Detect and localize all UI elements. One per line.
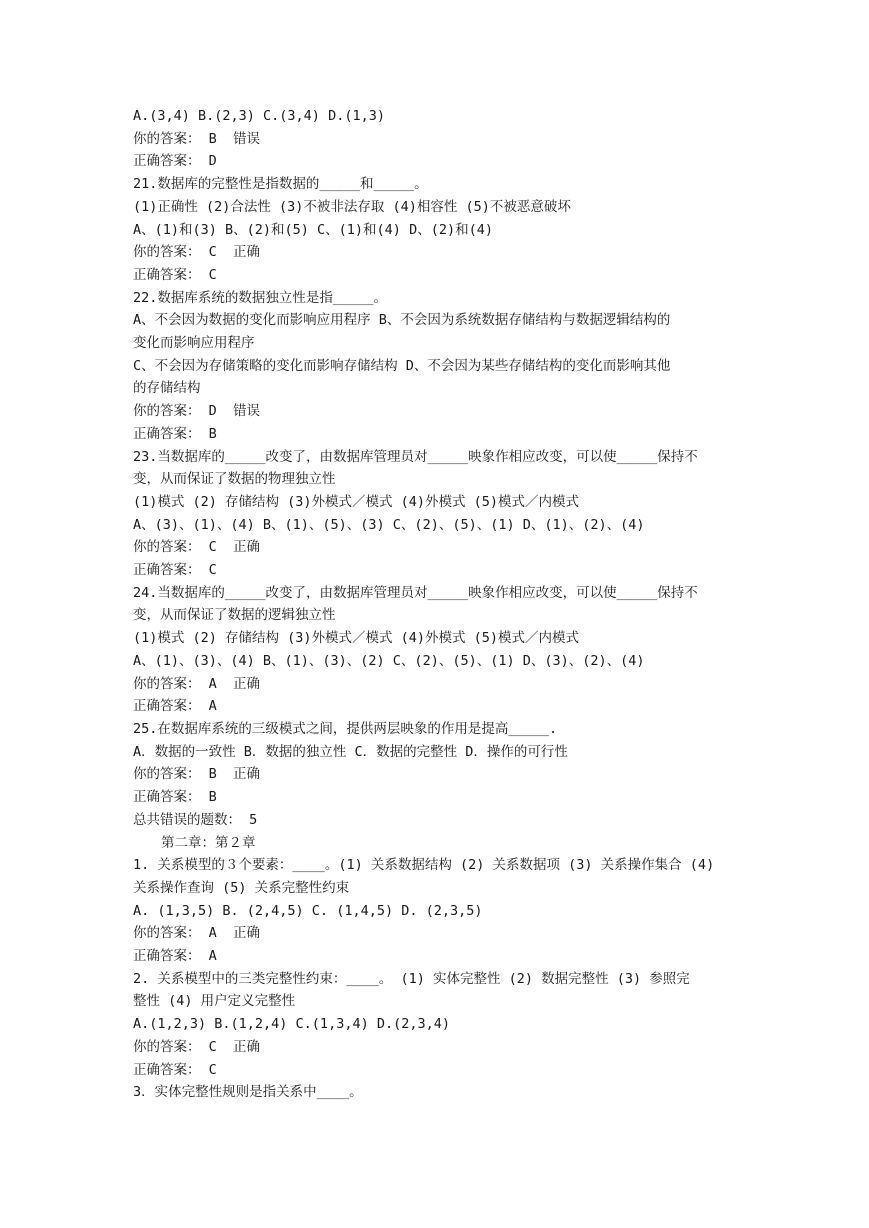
text-line: 正确答案： C [133, 1061, 217, 1078]
text-line: 的存储结构 [133, 380, 201, 397]
text-line: A、(1)和(3) B、(2)和(5) C、(1)和(4) D、(2)和(4) [133, 221, 493, 238]
text-line: 正确答案： C [133, 562, 217, 579]
text-line: 正确答案： B [133, 425, 217, 442]
text-line: A、(3)、(1)、(4) B、(1)、(5)、(3) C、(2)、(5)、(1) D、(1)、(2)、(4) [133, 516, 645, 533]
text-line: 你的答案： C 正确 [133, 1038, 261, 1055]
question-1: 1. 关系模型的３个要素：____。(1) 关系数据结构 (2) 关系数据项 (3) 关系操作集合 (4) [133, 857, 715, 874]
question-24: 24.当数据库的_____改变了，由数据库管理员对_____映象作相应改变，可以使_____保持不 [133, 584, 698, 601]
error-count: 总共错误的题数： 5 [133, 811, 258, 828]
question-3: 3．实体完整性规则是指关系中____。 [133, 1084, 363, 1101]
chapter-heading: 第二章：第２章 [161, 834, 256, 851]
text-line: 你的答案： B 错误 [133, 130, 261, 147]
text-line: 你的答案： C 正确 [133, 244, 261, 261]
text-line: C、不会因为存储策略的变化而影响存储结构 D、不会因为某些存储结构的变化而影响其他 [133, 357, 671, 374]
text-line: 关系操作查询 (5) 关系完整性约束 [133, 879, 350, 896]
text-line: (1)正确性 (2)合法性 (3)不被非法存取 (4)相容性 (5)不被恶意破坏 [133, 198, 571, 215]
text-line: 你的答案： A 正确 [133, 925, 261, 942]
text-line: 变化而影响应用程序 [133, 335, 255, 352]
text-line: 正确答案： B [133, 789, 217, 806]
text-line: A、不会因为数据的变化而影响应用程序 B、不会因为系统数据存储结构与数据逻辑结构的 [133, 312, 671, 329]
text-line: 你的答案： C 正确 [133, 539, 261, 556]
text-line: 你的答案： B 正确 [133, 766, 261, 783]
text-line: (1)模式 (2) 存储结构 (3)外模式／模式 (4)外模式 (5)模式／内模式 [133, 493, 580, 510]
text-line: 正确答案： C [133, 266, 217, 283]
question-2: 2. 关系模型中的三类完整性约束：____。 (1) 实体完整性 (2) 数据完整性 (3) 参照完 [133, 970, 690, 987]
text-line: 整性 (4) 用户定义完整性 [133, 993, 296, 1010]
text-line: 你的答案： A 正确 [133, 675, 261, 692]
question-21: 21.数据库的完整性是指数据的_____和_____。 [133, 176, 428, 193]
text-line: A．数据的一致性 B．数据的独立性 C．数据的完整性 D．操作的可行性 [133, 743, 568, 760]
text-line: 变，从而保证了数据的物理独立性 [133, 471, 336, 488]
text-line: A.(1,2,3) B.(1,2,4) C.(1,3,4) D.(2,3,4) [133, 1016, 450, 1033]
text-line: (1)模式 (2) 存储结构 (3)外模式／模式 (4)外模式 (5)模式／内模式 [133, 630, 580, 647]
text-line: A. (1,3,5) B. (2,4,5) C. (1,4,5) D. (2,3,5) [133, 902, 483, 919]
text-line: 变，从而保证了数据的逻辑独立性 [133, 607, 336, 624]
text-line: 正确答案： A [133, 698, 217, 715]
question-25: 25.在数据库系统的三级模式之间，提供两层映象的作用是提高_____. [133, 720, 558, 737]
text-line: A、(1)、(3)、(4) B、(1)、(3)、(2) C、(2)、(5)、(1) D、(3)、(2)、(4) [133, 652, 645, 669]
text-line: 正确答案： D [133, 153, 217, 170]
question-23: 23.当数据库的_____改变了，由数据库管理员对_____映象作相应改变，可以使_____保持不 [133, 448, 698, 465]
text-line: 正确答案： A [133, 948, 217, 965]
document-body [133, 105, 740, 1104]
text-line: 你的答案： D 错误 [133, 403, 261, 420]
question-22: 22.数据库系统的数据独立性是指_____。 [133, 289, 388, 306]
text-line: A.(3,4) B.(2,3) C.(3,4) D.(1,3) [133, 108, 385, 124]
